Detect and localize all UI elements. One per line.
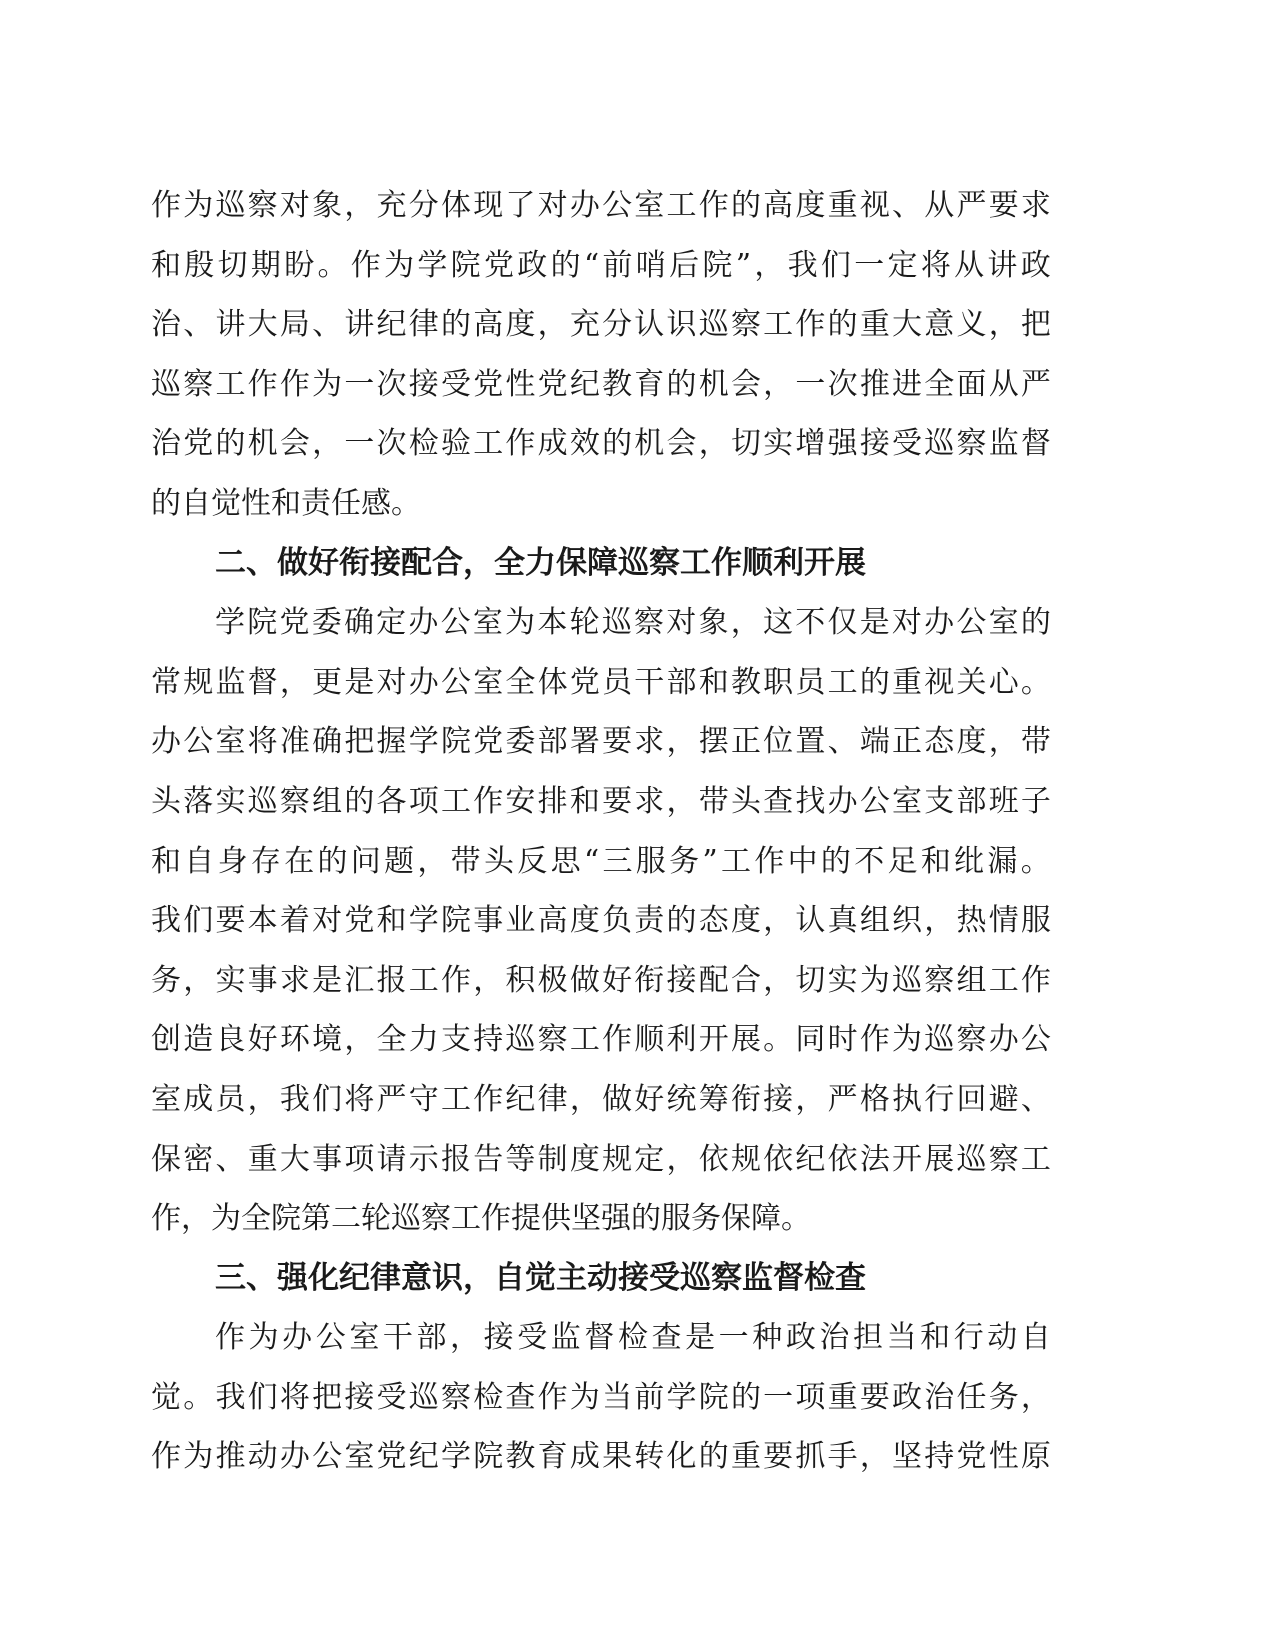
- paragraph-1-line: 的自觉性和责任感。: [151, 485, 421, 521]
- paragraph-1-line: 治 党 的 机 会 ， 一 次 检 验 工 作 成 效 的 机 会 ， 切 实 增 强 接 受 巡 察 监 督: [151, 426, 1051, 462]
- paragraph-2-line: 作，为全院第二轮巡察工作提供坚强的服务保障。: [151, 1201, 811, 1237]
- paragraph-3-line: 作 为 推 动 办 公 室 党 纪 学 院 教 育 成 果 转 化 的 重 要 抓 手 ， 坚 持 党 性 原: [151, 1439, 1051, 1475]
- paragraph-2-line: 创 造 良 好 环 境 ， 全 力 支 持 巡 察 工 作 顺 利 开 展 。 同 时 作 为 巡 察 办 公: [151, 1022, 1051, 1058]
- paragraph-2-line: 头 落 实 巡 察 组 的 各 项 工 作 安 排 和 要 求 ， 带 头 查 找 办 公 室 支 部 班 子: [151, 783, 1051, 819]
- document-body: [151, 176, 1051, 1487]
- paragraph-2-line: 务 ， 实 事 求 是 汇 报 工 作 ， 积 极 做 好 衔 接 配 合 ， 切 实 为 巡 察 组 工 作: [151, 962, 1051, 998]
- paragraph-3-line: 觉 。 我 们 将 把 接 受 巡 察 检 查 作 为 当 前 学 院 的 一 项 重 要 政 治 任 务 ，: [151, 1379, 1051, 1415]
- paragraph-1-line: 和 殷 切 期 盼 。 作 为 学 院 党 政 的 “ 前 哨 后 院 ” ， 我 们 一 定 将 从 讲 政: [151, 247, 1051, 283]
- paragraph-1-line: 巡 察 工 作 作 为 一 次 接 受 党 性 党 纪 教 育 的 机 会 ， 一 次 推 进 全 面 从 严: [151, 366, 1051, 402]
- paragraph-2-line: 常 规 监 督 ， 更 是 对 办 公 室 全 体 党 员 干 部 和 教 职 员 工 的 重 视 关 心 。: [151, 664, 1051, 700]
- paragraph-2-line: 保 密 、 重 大 事 项 请 示 报 告 等 制 度 规 定 ， 依 规 依 纪 依 法 开 展 巡 察 工: [151, 1141, 1051, 1177]
- paragraph-1-line: 作 为 巡 察 对 象 ， 充 分 体 现 了 对 办 公 室 工 作 的 高 度 重 视 、 从 严 要 求: [151, 188, 1051, 223]
- paragraph-2-line: 办 公 室 将 准 确 把 握 学 院 党 委 部 署 要 求 ， 摆 正 位 置 、 端 正 态 度 ， 带: [151, 724, 1051, 760]
- paragraph-3-line: 作 为 办 公 室 干 部 ， 接 受 监 督 检 查 是 一 种 政 治 担 当 和 行 动 自: [215, 1320, 1051, 1356]
- paragraph-1-line: 治 、 讲 大 局 、 讲 纪 律 的 高 度 ， 充 分 认 识 巡 察 工 作 的 重 大 意 义 ， 把: [151, 307, 1051, 343]
- paragraph-2-line: 学 院 党 委 确 定 办 公 室 为 本 轮 巡 察 对 象 ， 这 不 仅 是 对 办 公 室 的: [215, 605, 1051, 641]
- section-heading-3: 三、强化纪律意识，自觉主动接受巡察监督检查: [215, 1259, 866, 1296]
- section-heading-2: 二、做好衔接配合，全力保障巡察工作顺利开展: [215, 544, 866, 581]
- paragraph-2-line: 我 们 要 本 着 对 党 和 学 院 事 业 高 度 负 责 的 态 度 ， 认 真 组 织 ， 热 情 服: [151, 903, 1051, 939]
- paragraph-2-line: 和 自 身 存 在 的 问 题 ， 带 头 反 思 “ 三 服 务 ” 工 作 中 的 不 足 和 纰 漏 。: [151, 843, 1051, 879]
- paragraph-2-line: 室 成 员 ， 我 们 将 严 守 工 作 纪 律 ， 做 好 统 筹 衔 接 ， 严 格 执 行 回 避 、: [151, 1081, 1051, 1117]
